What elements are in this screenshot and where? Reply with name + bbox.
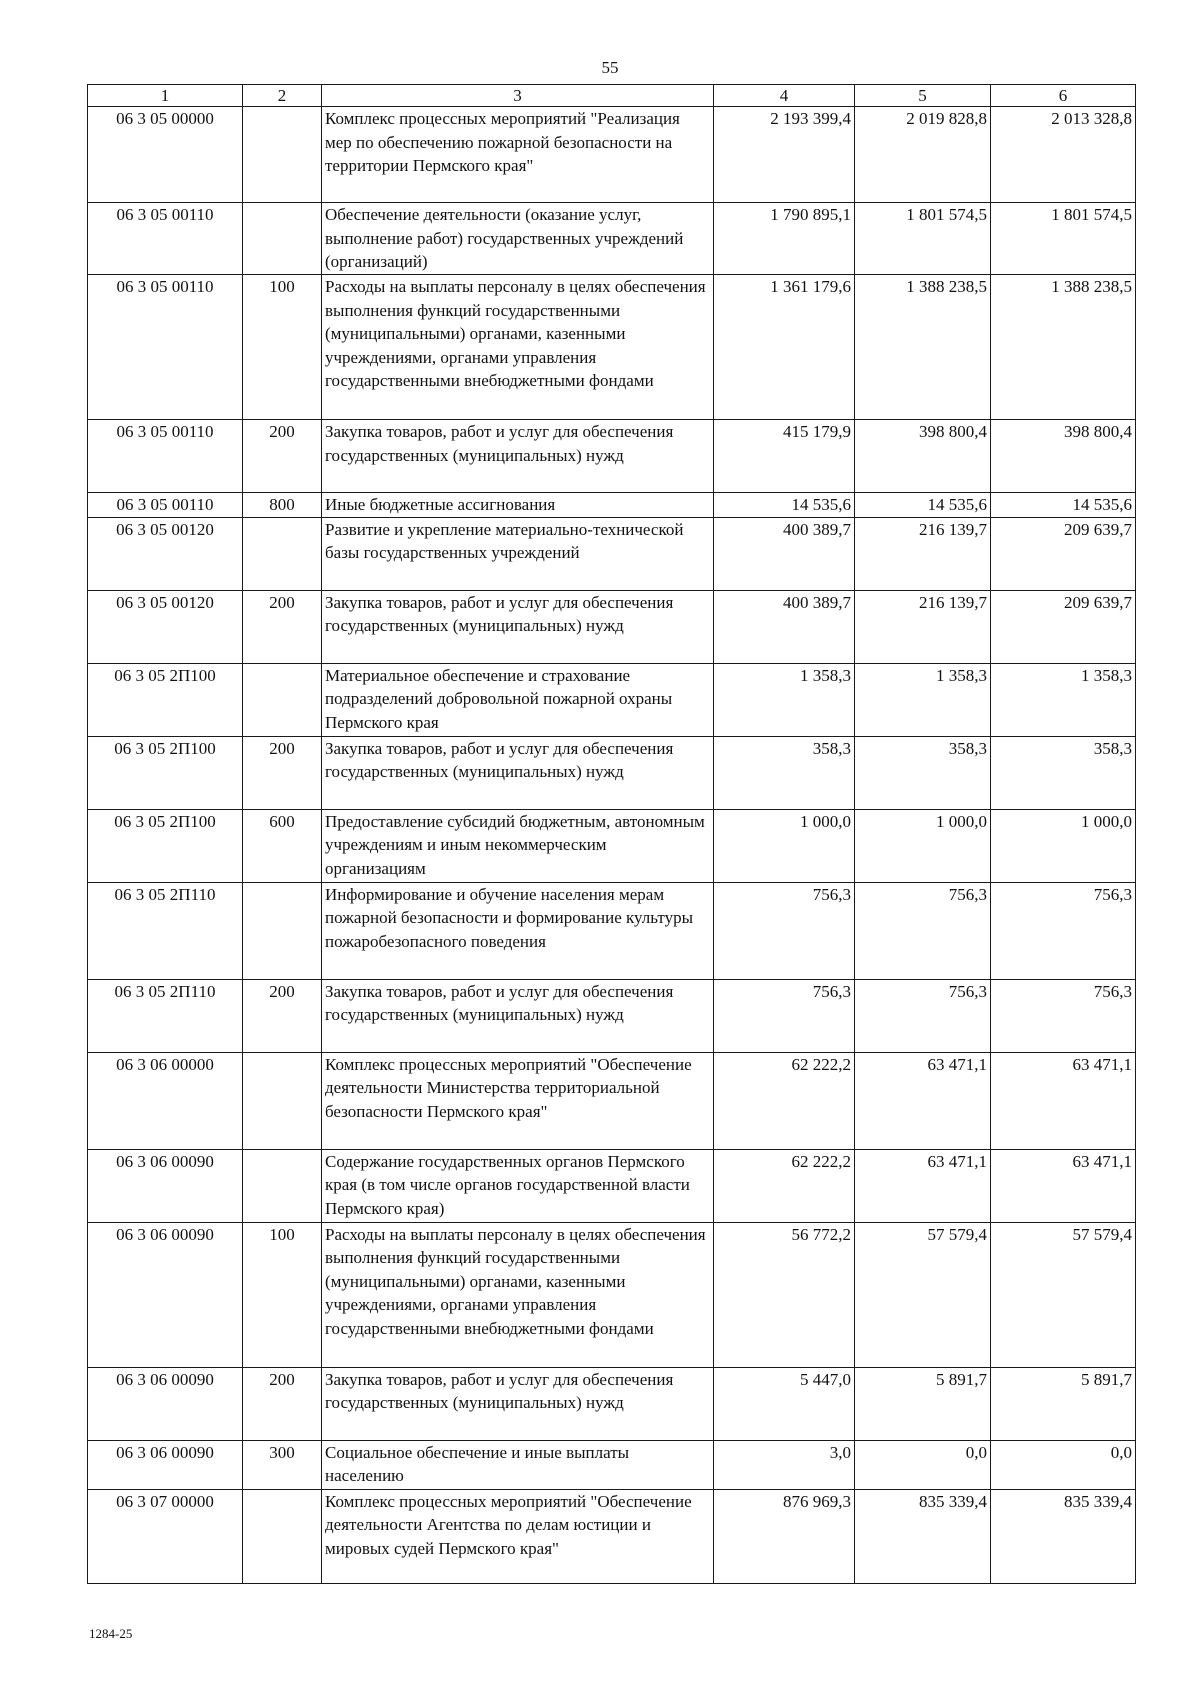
value-col-6: 358,3 [991, 736, 1136, 809]
item-name: Комплекс процессных мероприятий "Реализация мер по обеспечению пожарной безопасности на территории Пермского края" [322, 107, 714, 203]
table-row [88, 203, 1136, 275]
value-col-5: 57 579,4 [855, 1222, 991, 1367]
column-header-1: 1 [88, 85, 243, 107]
expense-type [243, 1489, 322, 1583]
column-header-6: 6 [991, 85, 1136, 107]
budget-code: 06 3 06 00000 [88, 1052, 243, 1149]
value-col-6: 1 000,0 [991, 809, 1136, 882]
item-name: Закупка товаров, работ и услуг для обеспечения государственных (муниципальных) нужд [322, 1367, 714, 1440]
column-header-3: 3 [322, 85, 714, 107]
column-header-4: 4 [714, 85, 855, 107]
value-col-4: 1 000,0 [714, 809, 855, 882]
item-name: Материальное обеспечение и страхование подразделений добровольной пожарной охраны Пермского края [322, 663, 714, 736]
value-col-6: 398 800,4 [991, 419, 1136, 492]
value-col-5: 2 019 828,8 [855, 107, 991, 203]
value-col-4: 1 361 179,6 [714, 274, 855, 419]
value-col-4: 62 222,2 [714, 1149, 855, 1222]
value-col-6: 835 339,4 [991, 1489, 1136, 1583]
expense-type [243, 517, 322, 590]
item-name: Содержание государственных органов Пермского края (в том числе органов государственной власти Пермского края) [322, 1149, 714, 1222]
value-col-4: 2 193 399,4 [714, 107, 855, 203]
value-col-4: 876 969,3 [714, 1489, 855, 1583]
value-col-5: 1 358,3 [855, 663, 991, 736]
table-row [88, 1222, 1136, 1367]
item-name: Информирование и обучение населения мерам пожарной безопасности и формирование культуры пожаробезопасного поведения [322, 882, 714, 979]
budget-code: 06 3 06 00090 [88, 1367, 243, 1440]
expense-type [243, 1052, 322, 1149]
value-col-5: 1 388 238,5 [855, 274, 991, 419]
value-col-4: 756,3 [714, 979, 855, 1052]
value-col-5: 398 800,4 [855, 419, 991, 492]
expense-type: 200 [243, 979, 322, 1052]
expense-type: 200 [243, 736, 322, 809]
column-header-2: 2 [243, 85, 322, 107]
value-col-6: 1 801 574,5 [991, 203, 1136, 275]
expense-type: 100 [243, 1222, 322, 1367]
value-col-5: 1 000,0 [855, 809, 991, 882]
value-col-5: 756,3 [855, 882, 991, 979]
value-col-5: 358,3 [855, 736, 991, 809]
value-col-5: 63 471,1 [855, 1149, 991, 1222]
value-col-6: 756,3 [991, 979, 1136, 1052]
value-col-6: 5 891,7 [991, 1367, 1136, 1440]
expense-type [243, 882, 322, 979]
value-col-4: 56 772,2 [714, 1222, 855, 1367]
expense-type [243, 1149, 322, 1222]
value-col-6: 2 013 328,8 [991, 107, 1136, 203]
budget-code: 06 3 06 00090 [88, 1440, 243, 1489]
budget-code: 06 3 05 2П100 [88, 736, 243, 809]
table-row [88, 1052, 1136, 1149]
table-row [88, 274, 1136, 419]
table-row [88, 1149, 1136, 1222]
value-col-6: 63 471,1 [991, 1052, 1136, 1149]
item-name: Предоставление субсидий бюджетным, автономным учреждениям и иным некоммерческим организациям [322, 809, 714, 882]
item-name: Иные бюджетные ассигнования [322, 492, 714, 517]
table-row [88, 1440, 1136, 1489]
table-row [88, 979, 1136, 1052]
budget-code: 06 3 05 00110 [88, 203, 243, 275]
item-name: Закупка товаров, работ и услуг для обеспечения государственных (муниципальных) нужд [322, 590, 714, 663]
table-row [88, 809, 1136, 882]
table-row [88, 517, 1136, 590]
value-col-4: 415 179,9 [714, 419, 855, 492]
expense-type: 800 [243, 492, 322, 517]
budget-code: 06 3 07 00000 [88, 1489, 243, 1583]
item-name: Расходы на выплаты персоналу в целях обеспечения выполнения функций государственными (муниципальными) органами, казенными учреждениями, органами управления государственными внебюджетными фондами [322, 274, 714, 419]
table-row [88, 1489, 1136, 1583]
value-col-4: 1 358,3 [714, 663, 855, 736]
budget-table [87, 84, 1136, 1584]
value-col-5: 835 339,4 [855, 1489, 991, 1583]
budget-code: 06 3 06 00090 [88, 1222, 243, 1367]
item-name: Комплекс процессных мероприятий "Обеспечение деятельности Агентства по делам юстиции и мировых судей Пермского края" [322, 1489, 714, 1583]
value-col-4: 358,3 [714, 736, 855, 809]
budget-code: 06 3 05 2П110 [88, 979, 243, 1052]
budget-code: 06 3 05 00120 [88, 590, 243, 663]
value-col-4: 756,3 [714, 882, 855, 979]
expense-type: 300 [243, 1440, 322, 1489]
budget-code: 06 3 05 2П110 [88, 882, 243, 979]
table-body [88, 107, 1136, 1584]
budget-code: 06 3 05 00110 [88, 274, 243, 419]
value-col-5: 0,0 [855, 1440, 991, 1489]
table-row [88, 663, 1136, 736]
table-row [88, 419, 1136, 492]
value-col-6: 57 579,4 [991, 1222, 1136, 1367]
value-col-5: 216 139,7 [855, 590, 991, 663]
item-name: Обеспечение деятельности (оказание услуг, выполнение работ) государственных учреждений (организаций) [322, 203, 714, 275]
budget-code: 06 3 05 2П100 [88, 809, 243, 882]
budget-code: 06 3 05 00000 [88, 107, 243, 203]
table-row [88, 492, 1136, 517]
value-col-5: 5 891,7 [855, 1367, 991, 1440]
value-col-6: 63 471,1 [991, 1149, 1136, 1222]
value-col-5: 216 139,7 [855, 517, 991, 590]
expense-type [243, 203, 322, 275]
value-col-4: 400 389,7 [714, 517, 855, 590]
value-col-6: 756,3 [991, 882, 1136, 979]
header-row [88, 85, 1136, 107]
expense-type: 200 [243, 419, 322, 492]
budget-code: 06 3 05 2П100 [88, 663, 243, 736]
item-name: Развитие и укрепление материально-технической базы государственных учреждений [322, 517, 714, 590]
expense-type [243, 107, 322, 203]
value-col-6: 209 639,7 [991, 590, 1136, 663]
value-col-4: 14 535,6 [714, 492, 855, 517]
value-col-5: 1 801 574,5 [855, 203, 991, 275]
value-col-5: 756,3 [855, 979, 991, 1052]
expense-type [243, 663, 322, 736]
value-col-4: 1 790 895,1 [714, 203, 855, 275]
value-col-4: 62 222,2 [714, 1052, 855, 1149]
item-name: Закупка товаров, работ и услуг для обеспечения государственных (муниципальных) нужд [322, 736, 714, 809]
budget-code: 06 3 06 00090 [88, 1149, 243, 1222]
item-name: Расходы на выплаты персоналу в целях обеспечения выполнения функций государственными (муниципальными) органами, казенными учреждениями, органами управления государственными внебюджетными фондами [322, 1222, 714, 1367]
expense-type: 200 [243, 1367, 322, 1440]
value-col-6: 14 535,6 [991, 492, 1136, 517]
table-row [88, 590, 1136, 663]
budget-code: 06 3 05 00110 [88, 419, 243, 492]
table-row [88, 882, 1136, 979]
item-name: Закупка товаров, работ и услуг для обеспечения государственных (муниципальных) нужд [322, 979, 714, 1052]
table-row [88, 107, 1136, 203]
value-col-4: 5 447,0 [714, 1367, 855, 1440]
value-col-6: 1 388 238,5 [991, 274, 1136, 419]
table-row [88, 736, 1136, 809]
expense-type: 600 [243, 809, 322, 882]
value-col-5: 63 471,1 [855, 1052, 991, 1149]
item-name: Закупка товаров, работ и услуг для обеспечения государственных (муниципальных) нужд [322, 419, 714, 492]
expense-type: 100 [243, 274, 322, 419]
value-col-4: 3,0 [714, 1440, 855, 1489]
expense-type: 200 [243, 590, 322, 663]
page-number: 55 [601, 58, 619, 77]
budget-code: 06 3 05 00120 [88, 517, 243, 590]
document-code: 1284-25 [89, 1626, 133, 1641]
item-name: Комплекс процессных мероприятий "Обеспечение деятельности Министерства территориальной безопасности Пермского края" [322, 1052, 714, 1149]
value-col-5: 14 535,6 [855, 492, 991, 517]
table-row [88, 1367, 1136, 1440]
value-col-6: 209 639,7 [991, 517, 1136, 590]
value-col-6: 0,0 [991, 1440, 1136, 1489]
value-col-6: 1 358,3 [991, 663, 1136, 736]
column-header-5: 5 [855, 85, 991, 107]
budget-code: 06 3 05 00110 [88, 492, 243, 517]
item-name: Социальное обеспечение и иные выплаты населению [322, 1440, 714, 1489]
value-col-4: 400 389,7 [714, 590, 855, 663]
